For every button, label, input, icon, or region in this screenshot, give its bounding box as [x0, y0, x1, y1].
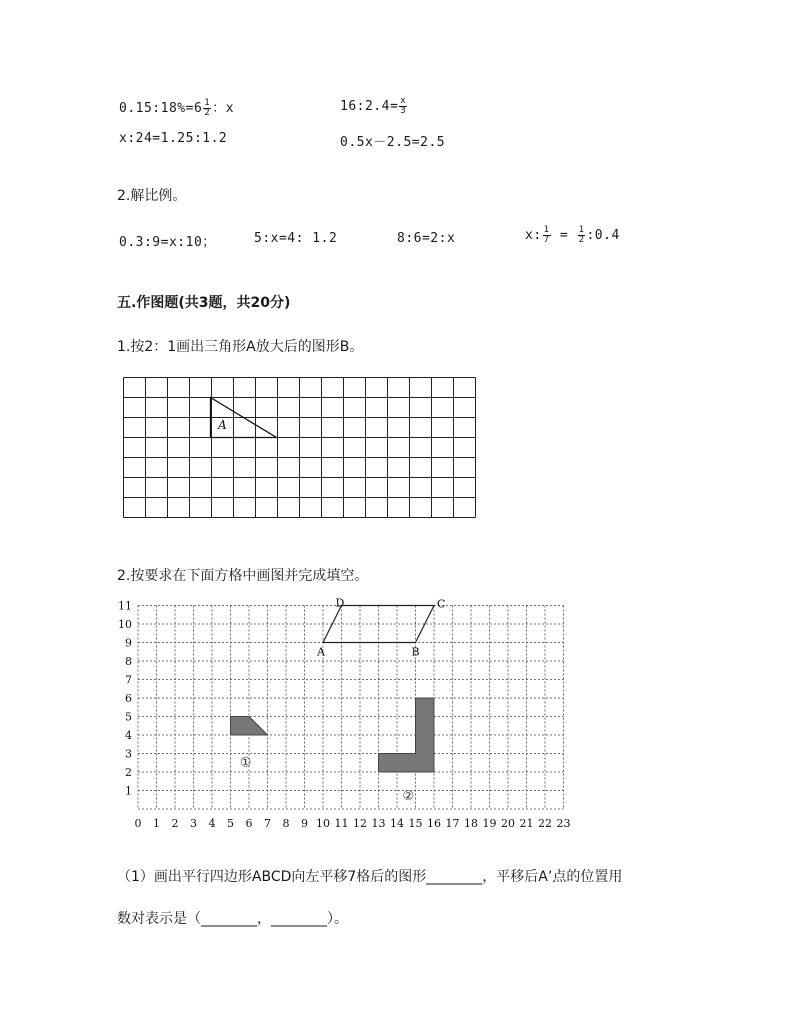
x-axis-label: 20 [501, 817, 515, 830]
x-axis-label: 15 [408, 817, 423, 830]
x-axis-label: 19 [482, 817, 497, 830]
equation-row2-right: 0.5x－2.5=2.5 [340, 135, 446, 150]
x-axis-label: 9 [301, 817, 308, 830]
y-axis-label: 10 [118, 618, 132, 631]
equation-text: 0.15:18%=6 [119, 101, 203, 116]
point-d-label: D [335, 598, 345, 610]
proportion-3: 8:6=2:x [397, 231, 456, 246]
y-axis-label: 7 [125, 673, 132, 687]
x-axis-label: 21 [519, 817, 534, 830]
shape-2-label: ② [402, 788, 415, 804]
y-axis-label: 2 [125, 766, 132, 779]
x-axis-label: 2 [171, 817, 179, 830]
x-axis-label: 18 [464, 817, 478, 830]
y-axis-label: 4 [125, 729, 132, 742]
x-axis-label: 13 [371, 817, 386, 830]
point-b-label: B [411, 645, 420, 659]
sub-question-1-line-2: 数对表示是（________，________）。 [117, 911, 348, 927]
equation-row1-left [119, 97, 234, 118]
x-axis-label: 22 [538, 817, 552, 830]
shape-1-label: ① [239, 755, 252, 771]
triangle-a-label: A [218, 418, 227, 432]
y-axis-label: 6 [125, 692, 132, 705]
proportion-4: x: $\frac{1}{7}$ = $\frac{1}{2}$ :0.4 [525, 225, 620, 245]
x-axis-label: 7 [264, 817, 271, 830]
point-c-label: C [437, 598, 446, 611]
proportion-1: 0.3:9=x:10； [119, 235, 216, 250]
x-axis-label: 6 [245, 817, 253, 830]
section-title: 五.作图题(共3题，共20分) [117, 295, 291, 311]
proportion-2: 5:x=4: 1.2 [254, 231, 338, 246]
x-axis-label: 10 [316, 817, 330, 830]
grid-2 [115, 598, 575, 834]
y-axis-label: 3 [125, 747, 132, 761]
x-axis-label: 0 [134, 817, 142, 830]
y-axis-label: 1 [125, 784, 132, 798]
y-axis-label: 5 [125, 710, 132, 724]
sub-question-1-line-1: （1）画出平行四边形ABCD向左平移7格后的图形________，平移后A’点的位置用 [117, 869, 623, 885]
y-axis-label: 9 [125, 636, 132, 650]
x-axis-labels [135, 817, 571, 830]
point-a-label: A [317, 645, 325, 659]
task-2-text: 2.按要求在下面方格中画图并完成填空。 [117, 568, 369, 584]
fraction: $\frac{x}{3}$ [400, 96, 407, 116]
x-axis-label: 12 [353, 817, 367, 830]
x-axis-label: 3 [190, 817, 197, 830]
equation-text: 16:2.4= [340, 99, 399, 114]
x-axis-label: 16 [427, 817, 441, 830]
x-axis-label: 5 [227, 817, 234, 830]
x-axis-label: 14 [390, 817, 404, 830]
x-axis-label: 8 [282, 817, 290, 830]
x-axis-label: 1 [153, 817, 160, 830]
task-1-text: 1.按2：1画出三角形A放大后的图形B。 [117, 339, 364, 355]
x-axis-label: 11 [334, 817, 349, 830]
y-axis-label: 8 [125, 655, 132, 668]
equation-row2-left: x:24=1.25:1.2 [119, 131, 228, 146]
question-2-title: 2.解比例。 [117, 188, 187, 204]
y-axis-labels [118, 600, 132, 798]
x-axis-label: 4 [208, 817, 216, 830]
x-axis-label: 17 [445, 817, 460, 830]
x-axis-label: 23 [556, 817, 571, 830]
grid-2-dashed-lines [138, 606, 564, 810]
fraction: $\frac{1}{2}$ [204, 98, 211, 118]
grid-1-lines [124, 378, 476, 518]
shape-1 [231, 717, 268, 736]
y-axis-label: 11 [118, 599, 132, 613]
equation-row1-right [340, 97, 408, 116]
equation-text: ：x [212, 101, 235, 116]
grid-1 [120, 375, 480, 527]
